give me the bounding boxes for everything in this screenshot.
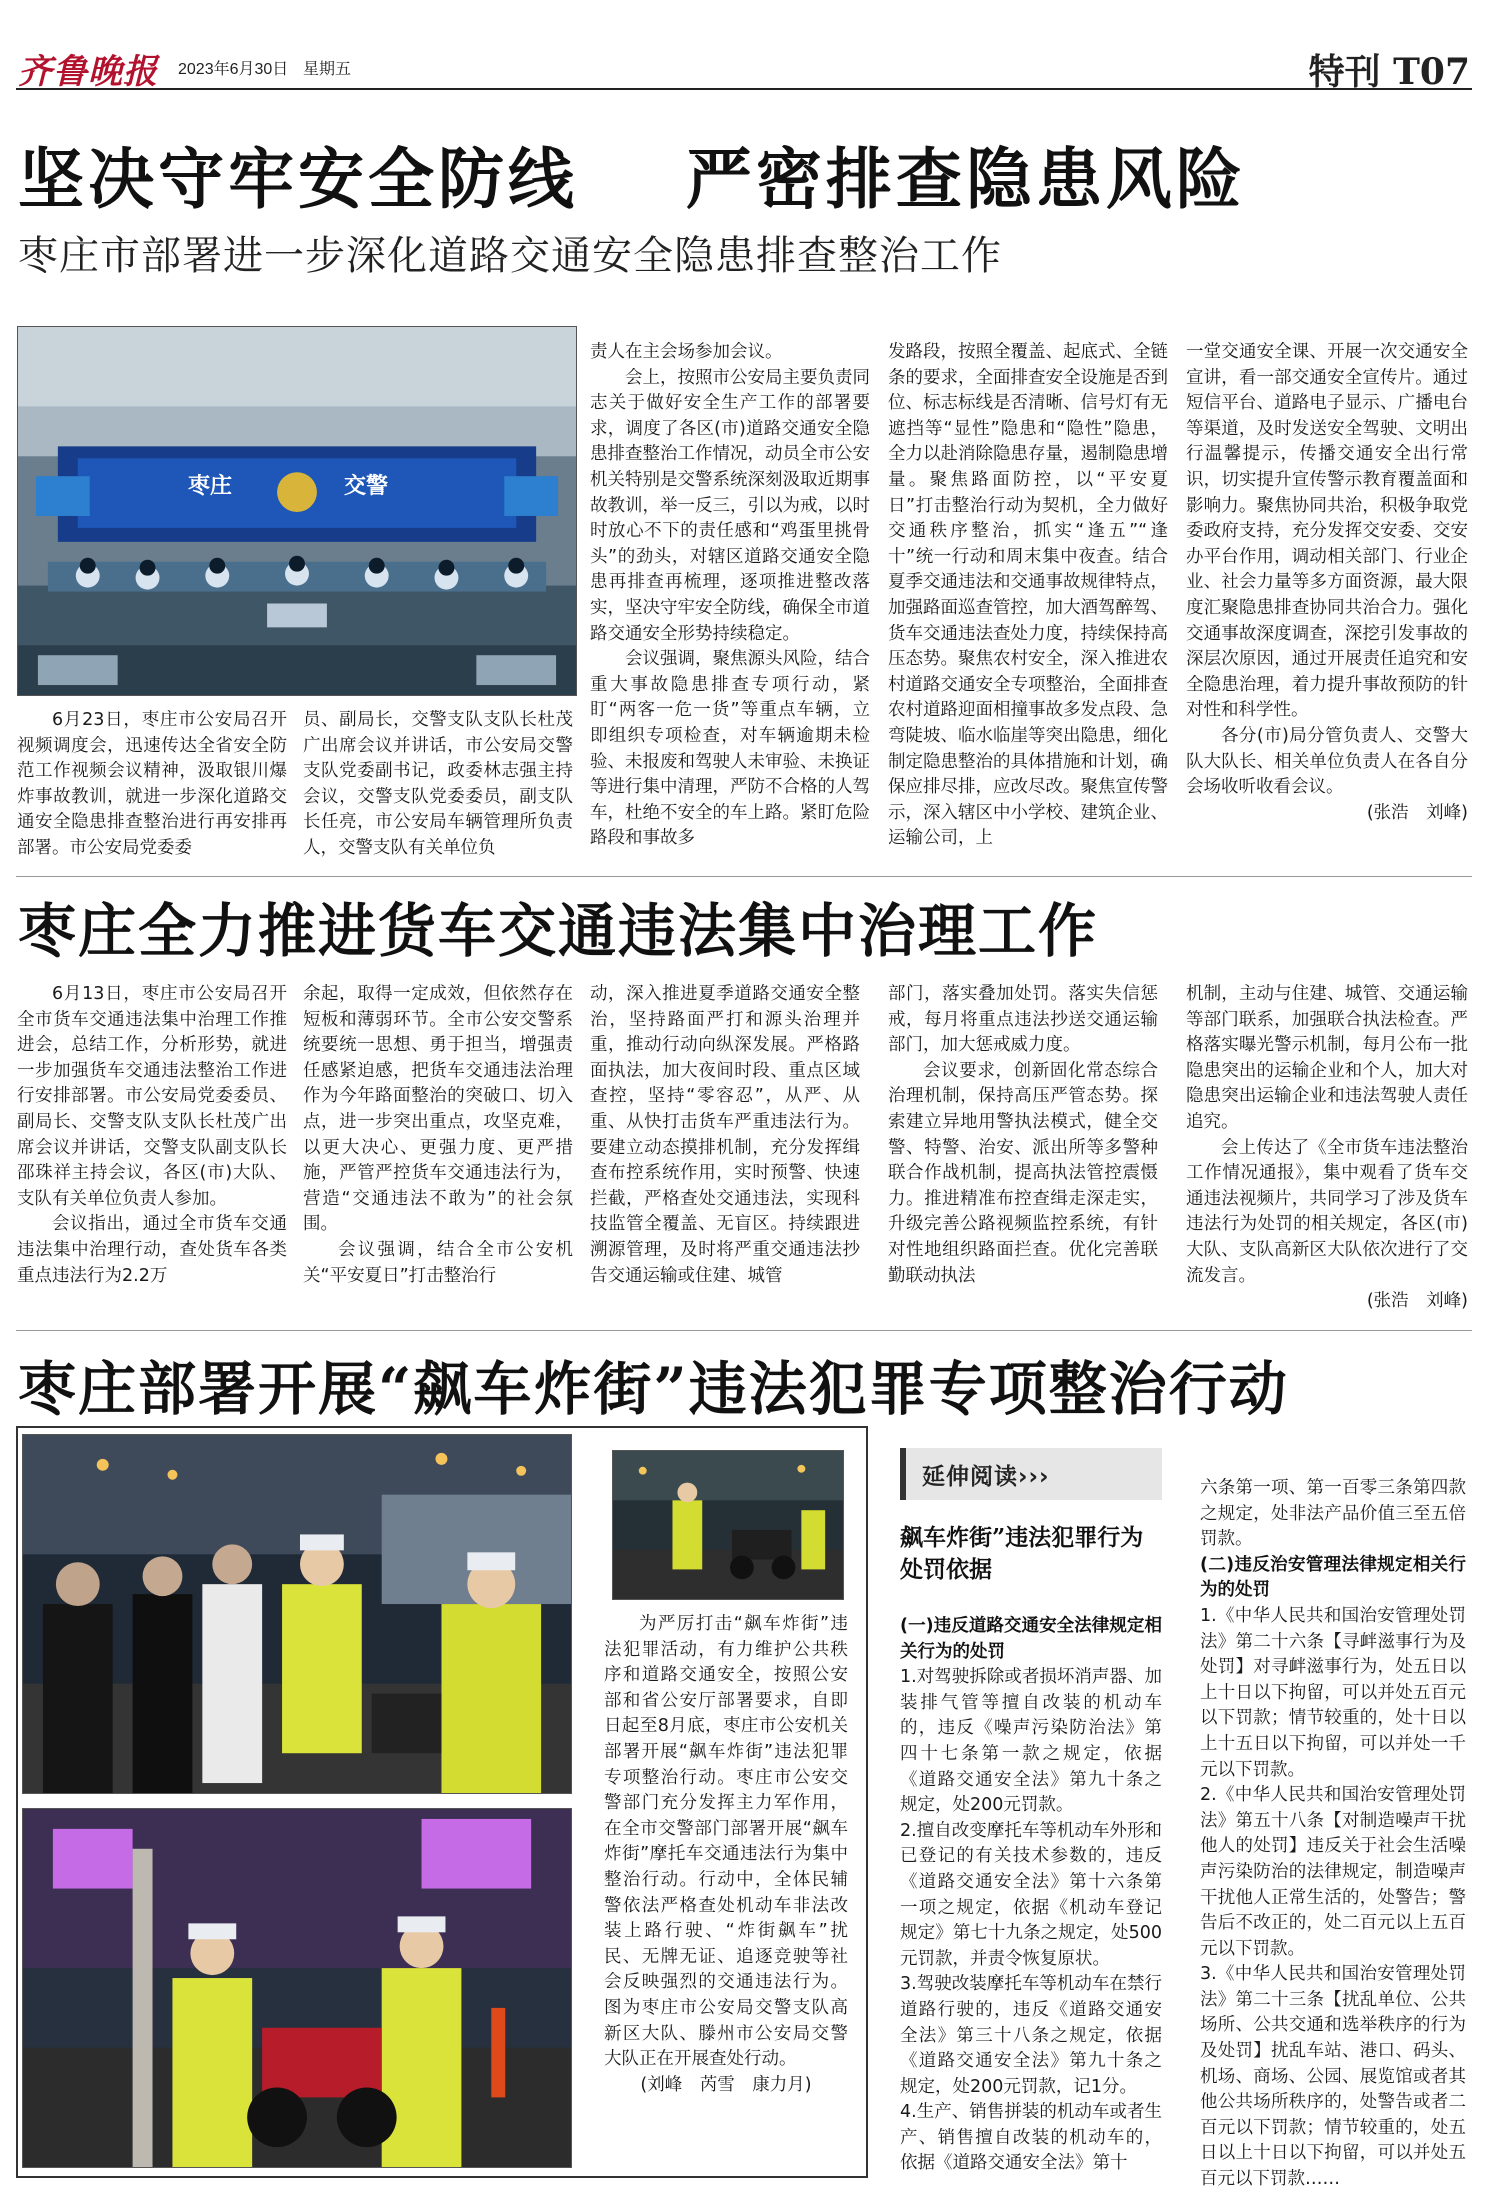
- article2-col5-p2: 会上传达了《全市货车违法整治工作情况通报》，集中观看了货车交通违法视频片，共同学习了涉及货车违法行为处罚的相关规定，各区(市)大队、支队高新区大队依次进行了交流发言。: [1186, 1137, 1468, 1286]
- photo-caption-byline: (刘峰 芮雪 康力月): [640, 2074, 812, 2095]
- chevrons-icon: ›››: [1018, 1464, 1050, 1490]
- night-patrol-photo-1: [22, 1434, 572, 1794]
- article1-col3: [590, 340, 870, 874]
- penalty-col-right: [1200, 1476, 1466, 2190]
- article2-col4: [888, 982, 1158, 1322]
- article2-byline: (张浩 刘峰): [1366, 1291, 1468, 1312]
- sign-zaozhuang: 枣庄: [188, 474, 233, 499]
- issue-weekday: 星期五: [303, 61, 352, 78]
- article2-col1-p2: 会议指出，通过全市货车交通违法集中治理行动，查处货车各类重点违法行为2.2万: [17, 1214, 287, 1286]
- photo-caption: [604, 1612, 848, 2098]
- issue-date: 2023年6月30日: [178, 61, 289, 78]
- article2-col5-p1: 机制，主动与住建、城管、交通运输等部门联系，加强联合执法检查。严格落实曝光警示机制，每月公布一批隐患突出的运输企业和个人，加大对隐患突出运输企业和违法驾驶人责任追究。: [1186, 984, 1468, 1132]
- article1-headline: 坚决守牢安全防线 严密排查隐患风险: [18, 140, 1246, 218]
- sign-jiaojing: 交警: [344, 474, 389, 499]
- extended-reading-label: [922, 1458, 1049, 1491]
- article1-subheadline: 枣庄市部署进一步深化道路交通安全隐患排查整治工作: [18, 234, 1002, 278]
- article1-col5-p2: 各分(市)局分管负责人、交警大队大队长、相关单位负责人在各自分会场收听收看会议。: [1186, 725, 1468, 798]
- section-page-number: 特刊 T07: [1308, 51, 1470, 93]
- divider: [16, 876, 1472, 877]
- article2-col4-p1: 部门，落实叠加处罚。落实失信惩戒，每月将重点违法抄送交通运输部门，加大惩戒威力度。: [888, 984, 1158, 1056]
- section1-heading: (一)违反道路交通安全法律规定相关行为的处罚: [900, 1616, 1162, 1662]
- extended-reading-label-text: 延伸阅读: [922, 1464, 1018, 1490]
- section2-item3: 3.《中华人民共和国治安管理处罚法》第二十三条【扰乱单位、公共场所、公共交通和选举秩序的行为及处罚】扰乱车站、港口、码头、机场、商场、公园、展览馆或者其他公共场所秩序的，处警告或者二百元以下罚款；情节较重的，处五日以上十日以下拘留，可以并处五百元以下罚款……: [1200, 1964, 1466, 2190]
- article1-byline: (张浩 刘峰): [1366, 802, 1468, 823]
- section2-item2: 2.《中华人民共和国治安管理处罚法》第五十八条【对制造噪声干扰他人的处罚】违反关于社会生活噪声污染防治的法律规定，制造噪声干扰他人正常生活的，处警告；警告后不改正的，处二百元以上五百元以下罚款。: [1200, 1785, 1466, 1959]
- article2-col1-p1: 6月13日，枣庄市公安局召开全市货车交通违法集中治理工作推进会，总结工作，分析形势，就进一步加强货车交通违法整治工作进行安排部署。市公安局党委委员、副局长、交警支队支队长杜茂广出席会议并讲话，交警支队副支队长邵珠祥主持会议，各区(市)大队、支队有关单位负责人参加。: [17, 984, 287, 1209]
- article1-col1-text: 6月23日，枣庄市公安局召开视频调度会，迅速传达全省安全防范工作视频会议精神，汲取银川爆炸事故教训，就进一步深化道路交通安全隐患排查整治进行再安排再部署。市公安局党委委: [17, 710, 287, 858]
- article3-headline: 枣庄部署开展“飙车炸街”违法犯罪专项整治行动: [18, 1355, 1289, 1423]
- extended-reading-title: 飙车炸街”违法犯罪行为处罚依据: [900, 1524, 1144, 1583]
- article2-col3: [590, 982, 860, 1322]
- article1-col4-text: 发路段，按照全覆盖、起底式、全链条的要求，全面排查安全设施是否到位、标志标线是否清晰、信号灯有无遮挡等“显性”隐患和“隐性”隐患，全力以赴消除隐患存量，遏制隐患增量。聚焦路面防控，以“平安夏日”打击整治行动为契机，全力做好交通秩序整治，抓实“逢五”“逢十”统一行动和周末集中夜查。结合夏季交通违法和交通事故规律特点，加强路面巡查管控，加大酒驾醉驾、货车交通违法查处力度，持续保持高压态势。聚焦农村安全，深入推进农村道路交通安全专项整治，全面排查农村道路迎面相撞事故多发点段、急弯陡坡、临水临崖等突出隐患，细化制定隐患整治的具体措施和计划，确保应排尽排，应改尽改。聚焦宣传警示，深入辖区中小学校、建筑企业、运输公司，上: [888, 342, 1168, 849]
- article1-col3-p3: 会议强调，聚焦源头风险，结合重大事故隐患排查专项行动，紧盯“两客一危一货”等重点车辆，立即组织专项检查，对车辆逾期未检验、未报废和驾驶人未审验、未换证等进行集中清理，严防不合格的人驾车，杜绝不安全的车上路。紧盯危险路段和事故多: [590, 649, 870, 849]
- section1-item1: 1.对驾驶拆除或者损坏消声器、加装排气管等擅自改装的机动车的，违反《噪声污染防治法》第四十七条第一款之规定，依据《道路交通安全法》第九十条之规定，处200元罚款。: [900, 1667, 1162, 1816]
- section2-heading: (二)违反治安管理法律规定相关行为的处罚: [1200, 1554, 1466, 1601]
- article2-col4-p2: 会议要求，创新固化常态综合治理机制，保持高压严管态势。探索建立异地用警执法模式，健全交警、特警、治安、派出所等多警种联合作战机制，提高执法管控震慑力。推进精准布控查缉走深走实，升级完善公路视频监控系统，有针对性地组织路面拦查。优化完善联勤联动执法: [888, 1060, 1158, 1286]
- article1-col3-p1: 责人在主会场参加会议。: [590, 342, 783, 362]
- article1-col2-text: 员、副局长，交警支队支队长杜茂广出席会议并讲话，市公安局交警支队党委副书记，政委林志强主持会议，交警支队党委委员，副支队长任亮，市公安局车辆管理所负责人，交警支队有关单位负: [303, 710, 573, 858]
- extended-reading-banner: [900, 1448, 1162, 1500]
- article2-col1: [17, 982, 287, 1322]
- section1-item4: 4.生产、销售拼装的机动车或者生产、销售擅自改装的机动车的，依据《道路交通安全法》第十: [900, 2102, 1162, 2174]
- divider: [16, 1330, 1472, 1331]
- article2-col2-p1: 余起，取得一定成效，但依然存在短板和薄弱环节。全市公安交警系统要统一思想、勇于担当，增强责任感紧迫感，把货车交通违法治理作为今年路面整治的突破口、切入点，进一步突出重点，攻坚克难，以更大决心、更强力度、更严措施，严管严控货车交通违法行为，营造“交通违法不敢为”的社会氛围。: [303, 984, 573, 1235]
- article1-col2: [303, 708, 573, 874]
- section1-item3: 3.驾驶改装摩托车等机动车在禁行道路行驶的，违反《道路交通安全法》第三十八条之规定，依据《道路交通安全法》第九十条之规定，处200元罚款，记1分。: [900, 1974, 1162, 2097]
- article1-col3-p2: 会上，按照市公安局主要负责同志关于做好安全生产工作的部署要求，调度了各区(市)道路交通安全隐患排查整治工作情况，动员全市公安机关特别是交警系统深刻汲取近期事故教训，举一反三，引以为戒，以时时放心不下的责任感和“鸡蛋里挑骨头”的劲头，对辖区道路交通安全隐患再排查再梳理，逐项推进整改落实，坚决守牢安全防线，确保全市道路交通安全形势持续稳定。: [590, 367, 870, 644]
- penalty-col-left: [900, 1614, 1162, 2178]
- article1-col5-p1: 一堂交通安全课、开展一次交通安全宣讲，看一部交通安全宣传片。通过短信平台、道路电子显示、广播电台等渠道，及时发送安全驾驶、文明出行温馨提示，传播交通安全出行常识，切实提升宣传警示教育覆盖面和影响力。聚焦协同共治，积极争取党委政府支持，充分发挥交安委、交安办平台作用，调动相关部门、行业企业、社会力量等多方面资源，最大限度汇聚隐患排查协同共治合力。强化交通事故深度调查，深挖引发事故的深层次原因，通过开展责任追究和安全隐患治理，着力提升事故预防的针对性和科学性。: [1186, 342, 1468, 721]
- article2-col2: [303, 982, 573, 1322]
- article2-col3-text: 动，深入推进夏季道路交通安全整治，坚持路面严打和源头治理并重，推动行动向纵深发展。严格路面执法，加大夜间时段、重点区域查控，坚持“零容忍”，从严、从重、从快打击货车严重违法行为。要建立动态摸排机制，充分发挥缉查布控系统作用，实时预警、快速拦截，严格查处交通违法，实现科技监管全覆盖、无盲区。持续跟进溯源管理，及时将严重交通违法抄告交通运输或住建、城管: [590, 984, 860, 1286]
- night-patrol-photo-3: [612, 1450, 844, 1600]
- article1-col5: [1186, 340, 1468, 874]
- article2-col5: [1186, 982, 1468, 1322]
- section1-item4-cont: 六条第一项、第一百零三条第四款之规定，处非法产品价值三至五倍罚款。: [1200, 1478, 1466, 1550]
- photo-caption-text: 为严厉打击“飙车炸街”违法犯罪活动，有力维护公共秩序和道路交通安全，按照公安部和省公安厅部署要求，自即日起至8月底，枣庄市公安机关部署开展“飙车炸街”违法犯罪专项整治行动。枣庄市公安交警部门充分发挥主力军作用，在全市交警部门部署开展“飙车炸街”摩托车交通违法行为集中整治行动。行动中，全体民辅警依法严格查处机动车非法改装上路行驶、“炸街飙车”扰民、无牌无证、追逐竞驶等社会反映强烈的交通违法行为。图为枣庄市公安局交警支队高新区大队、滕州市公安局交警大队正在开展查处行动。: [604, 1614, 848, 2070]
- section2-item1: 1.《中华人民共和国治安管理处罚法》第二十六条【寻衅滋事行为及处罚】对寻衅滋事行为，处五日以上十日以下拘留，可以并处五百元以下罚款；情节较重的，处十日以上十五日以下拘留，可以并处一千元以下罚款。: [1200, 1605, 1466, 1780]
- article2-headline: 枣庄全力推进货车交通违法集中治理工作: [18, 897, 1099, 965]
- section1-item2: 2.擅自改变摩托车等机动车外形和已登记的有关技术参数的，违反《道路交通安全法》第十六条第一项之规定，依据《机动车登记规定》第七十九条之规定，处500元罚款，并责令恢复原状。: [900, 1820, 1162, 1969]
- newspaper-logo: 齐鲁晚报: [18, 52, 158, 92]
- night-patrol-photo-2: [22, 1808, 572, 2168]
- article2-col2-p2: 会议强调，结合全市公安机关“平安夏日”打击整治行: [303, 1239, 573, 1286]
- article1-col1: [17, 708, 287, 874]
- meeting-photo: [17, 326, 577, 696]
- article1-col4: [888, 340, 1168, 874]
- masthead: [16, 40, 1472, 93]
